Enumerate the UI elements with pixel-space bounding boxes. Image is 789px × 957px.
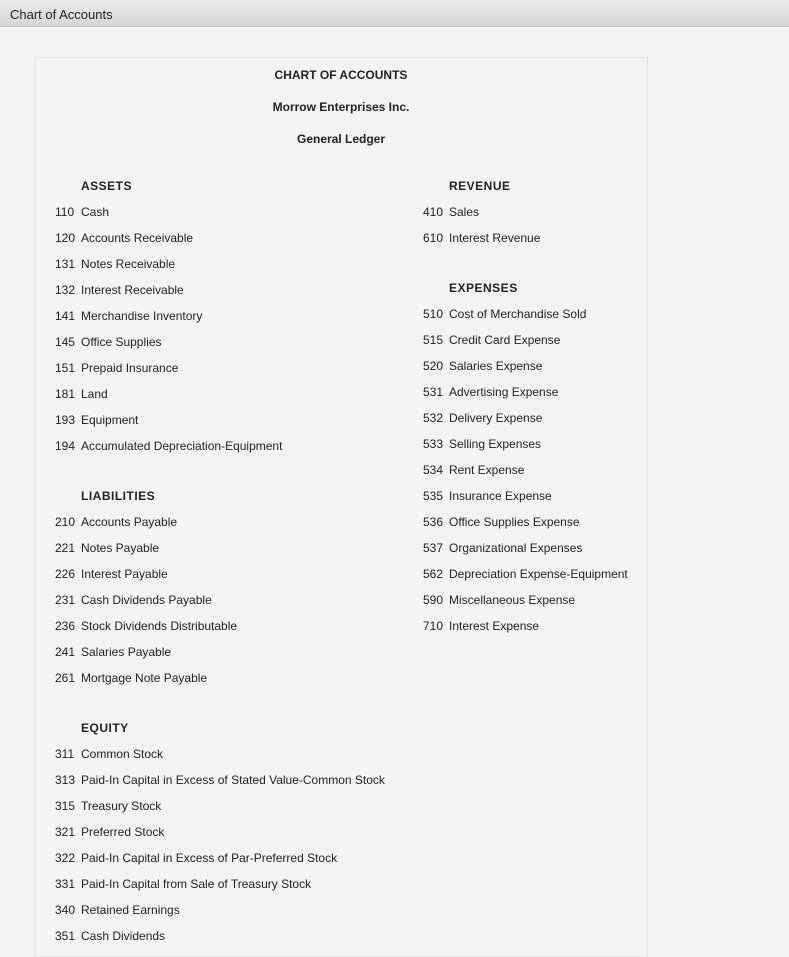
account-name: Accumulated Depreciation-Equipment: [81, 439, 283, 453]
account-row: [55, 231, 193, 245]
account-number: 520: [423, 359, 444, 373]
account-row: [423, 619, 539, 633]
account-name: Sales: [449, 205, 480, 219]
account-row: [55, 361, 178, 375]
account-row: [55, 567, 168, 581]
account-row: [55, 825, 164, 839]
account-name: Selling Expenses: [449, 437, 542, 451]
section-title: ASSETS: [81, 179, 133, 193]
account-row: [423, 385, 558, 399]
account-name: Notes Payable: [81, 541, 160, 555]
account-number: 562: [423, 567, 444, 581]
account-row: [55, 205, 109, 219]
account-number: 515: [423, 333, 444, 347]
account-name: Depreciation Expense-Equipment: [449, 567, 628, 581]
account-number: 315: [55, 799, 76, 813]
account-name: Retained Earnings: [81, 903, 180, 917]
account-row: [423, 359, 542, 373]
account-row: [55, 387, 108, 401]
account-name: Advertising Expense: [449, 385, 559, 399]
account-row: [423, 463, 524, 477]
account-number: 226: [55, 567, 76, 581]
account-name: Interest Revenue: [449, 231, 541, 245]
account-row: [55, 747, 163, 761]
account-number: 340: [55, 903, 76, 917]
account-number: 181: [55, 387, 76, 401]
account-number: 331: [55, 877, 76, 891]
account-number: 313: [55, 773, 76, 787]
account-row: [55, 671, 207, 685]
account-name: Organizational Expenses: [449, 541, 583, 555]
account-row: [423, 515, 580, 529]
account-number: 536: [423, 515, 444, 529]
account-row: [423, 437, 541, 451]
account-row: [423, 333, 560, 347]
account-name: Cost of Merchandise Sold: [449, 307, 587, 321]
account-name: Interest Payable: [81, 567, 168, 581]
account-name: Interest Expense: [449, 619, 540, 633]
account-row: [55, 515, 177, 529]
account-number: 321: [55, 825, 76, 839]
account-name: Salaries Expense: [449, 359, 543, 373]
account-name: Office Supplies: [81, 335, 162, 349]
account-name: Salaries Payable: [81, 645, 172, 659]
account-row: [55, 929, 165, 943]
account-number: 221: [55, 541, 76, 555]
account-number: 132: [55, 283, 76, 297]
account-name: Merchandise Inventory: [81, 309, 203, 323]
window-title: Chart of Accounts: [10, 7, 113, 22]
section-title: REVENUE: [449, 179, 511, 193]
account-name: Preferred Stock: [81, 825, 165, 839]
account-name: Land: [81, 387, 108, 401]
account-name: Notes Receivable: [81, 257, 176, 271]
account-row: [423, 411, 542, 425]
account-number: 537: [423, 541, 444, 555]
account-row: [423, 567, 628, 581]
account-number: 241: [55, 645, 76, 659]
account-number: 311: [55, 747, 75, 761]
section-title: LIABILITIES: [81, 489, 156, 503]
account-number: 193: [55, 413, 76, 427]
account-name: Cash Dividends: [81, 929, 166, 943]
account-name: Office Supplies Expense: [449, 515, 580, 529]
account-name: Rent Expense: [449, 463, 525, 477]
account-number: 120: [55, 231, 76, 245]
account-name: Mortgage Note Payable: [81, 671, 208, 685]
account-number: 351: [55, 929, 76, 943]
account-row: [423, 205, 479, 219]
account-row: [55, 903, 180, 917]
account-row: [423, 231, 540, 245]
account-row: [423, 593, 575, 607]
account-row: [423, 307, 586, 321]
account-row: [55, 541, 159, 555]
account-row: [55, 851, 337, 865]
account-row: [55, 799, 161, 813]
account-row: [55, 773, 385, 787]
account-name: Cash Dividends Payable: [81, 593, 212, 607]
account-name: Insurance Expense: [449, 489, 552, 503]
account-number: 531: [423, 385, 444, 399]
account-name: Miscellaneous Expense: [449, 593, 576, 607]
account-number: 210: [55, 515, 76, 529]
account-row: [55, 309, 202, 323]
account-number: 610: [423, 231, 444, 245]
account-name: Equipment: [81, 413, 139, 427]
account-number: 510: [423, 307, 444, 321]
account-number: 231: [55, 593, 76, 607]
account-row: [55, 335, 162, 349]
account-number: 533: [423, 437, 444, 451]
account-name: Paid-In Capital in Excess of Stated Value-Common Stock: [81, 773, 385, 787]
account-row: [55, 413, 138, 427]
account-number: 322: [55, 851, 76, 865]
account-row: [423, 489, 552, 503]
account-row: [55, 283, 184, 297]
account-name: Cash: [81, 205, 110, 219]
account-row: [55, 645, 171, 659]
account-row: [423, 541, 582, 555]
account-name: Credit Card Expense: [449, 333, 561, 347]
account-number: 261: [55, 671, 76, 685]
account-number: 410: [423, 205, 444, 219]
account-name: Accounts Receivable: [81, 231, 194, 245]
account-name: Common Stock: [81, 747, 164, 761]
account-name: Paid-In Capital from Sale of Treasury Stock: [81, 877, 312, 891]
account-name: Accounts Payable: [81, 515, 178, 529]
account-name: Delivery Expense: [449, 411, 543, 425]
account-number: 145: [55, 335, 76, 349]
account-name: Stock Dividends Distributable: [81, 619, 238, 633]
account-number: 236: [55, 619, 76, 633]
account-number: 534: [423, 463, 444, 477]
window-titlebar: [0, 0, 789, 27]
account-row: [55, 877, 311, 891]
account-number: 194: [55, 439, 76, 453]
section-title: EQUITY: [81, 721, 129, 735]
account-number: 151: [55, 361, 76, 375]
account-name: Treasury Stock: [81, 799, 162, 813]
company-name: Morrow Enterprises Inc.: [272, 100, 410, 114]
page-title: CHART OF ACCOUNTS: [274, 68, 408, 82]
account-number: 710: [423, 619, 444, 633]
account-number: 131: [55, 257, 76, 271]
account-row: [55, 439, 282, 453]
account-number: 590: [423, 593, 444, 607]
account-number: 110: [55, 205, 75, 219]
account-row: [55, 593, 212, 607]
account-name: Interest Receivable: [81, 283, 184, 297]
account-number: 141: [55, 309, 76, 323]
section-title: EXPENSES: [449, 281, 518, 295]
account-name: Prepaid Insurance: [81, 361, 179, 375]
account-number: 532: [423, 411, 444, 425]
account-row: [55, 257, 175, 271]
account-row: [55, 619, 237, 633]
account-name: Paid-In Capital in Excess of Par-Preferred Stock: [81, 851, 338, 865]
ledger-subtitle: General Ledger: [296, 132, 386, 146]
account-number: 535: [423, 489, 444, 503]
